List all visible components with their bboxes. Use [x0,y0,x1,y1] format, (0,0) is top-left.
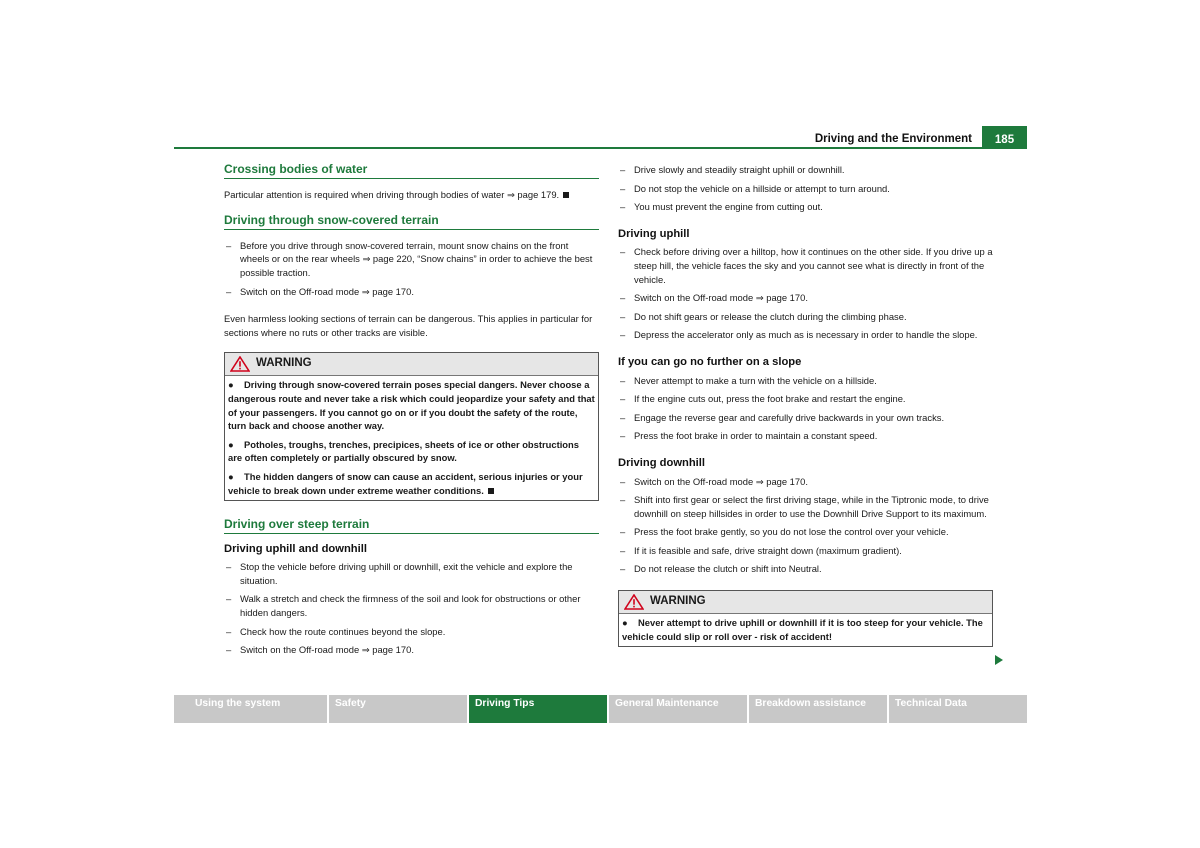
list-item: – Switch on the Off-road mode ⇒ page 170. [226,644,414,656]
next-page-arrow-icon [995,655,1003,665]
list-item-text: Before you drive through snow-covered terrain, mount snow chains on the front wheels or on the rear wheels ⇒ page 220, “Snow chains” in order to achieve the best possible traction. [240,239,593,278]
tab-driving-tips[interactable]: Driving Tips [469,695,607,723]
list-item-text: Engage the reverse gear and carefully drive backwards in your own tracks. [634,411,945,423]
crossing-water-paragraph [224,188,599,202]
list-item-text: Switch on the Off-road mode ⇒ page 170. [634,292,808,304]
list-item-text: Switch on the Off-road mode ⇒ page 170. [634,475,808,487]
subheading-uphill-downhill: Driving uphill and downhill [224,542,367,555]
list-item: – Engage the reverse gear and carefully drive backwards in your own tracks. [620,411,945,423]
warning-header [619,591,992,614]
end-of-section-icon [488,488,494,494]
list-item: – Press the foot brake gently, so you do not lose the control over your vehicle. [620,526,949,538]
list-item-text: You must prevent the engine from cutting out. [634,201,823,213]
list-item: – Never attempt to make a turn with the vehicle on a hillside. [620,374,877,386]
list-item-text: Check before driving over a hilltop, how it continues on the other side. If you drive up a steep hill, the vehicle faces the sky and you cannot see what is directly in front of the vehicle. [634,246,993,285]
list-item: – Press the foot brake in order to maintain a constant speed. [620,430,878,442]
list-item-text: Switch on the Off-road mode ⇒ page 170. [240,644,414,656]
list-item: – Stop the vehicle before driving uphill or downhill, exit the vehicle and explore the situation. [226,561,573,586]
end-of-section-icon [563,192,569,198]
warning-item-text: Driving through snow-covered terrain poses special dangers. Never choose a dangerous route and never take a risk which could jeopardize your safety and that of your passengers. If you cannot go on or if you doubt the safety of the route, turn back and choose another way. [228,379,595,432]
list-item: – If the engine cuts out, press the foot brake and restart the engine. [620,393,906,405]
list-item: – Drive slowly and steadily straight uphill or downhill. [620,164,845,175]
list-item: – Do not stop the vehicle on a hillside or attempt to turn around. [620,182,890,194]
list-item-text: Press the foot brake gently, so you do not lose the control over your vehicle. [634,526,949,538]
warning-item-text: The hidden dangers of snow can cause an accident, serious injuries or your vehicle to break down under extreme weather conditions. [228,470,583,496]
list-item: – Depress the accelerator only as much as is necessary in order to handle the slope. [620,329,978,341]
list-item: – Switch on the Off-road mode ⇒ page 170. [620,475,808,487]
warning-item-text: Potholes, troughs, trenches, precipices, sheets of ice or other obstructions are often completely or partially obscured by snow. [228,438,579,464]
section-title-snow-terrain: Driving through snow-covered terrain [224,214,599,230]
list-item-text: Drive slowly and steadily straight uphill or downhill. [634,164,845,175]
list-item: – You must prevent the engine from cutting out. [620,201,823,213]
right-column [618,163,993,655]
warning-box-snow [224,352,599,501]
tab-technical-data[interactable]: Technical Data [889,695,1027,723]
list-item-text: Do not stop the vehicle on a hillside or attempt to turn around. [634,182,890,194]
warning-title: WARNING [256,357,312,370]
list-item: – Shift into first gear or select the first driving stage, while in the Tiptronic mode, to drive downhill on steep hillsides in order to use the Downhill Drive Support to its maximum. [620,494,989,519]
header-rule [174,147,1027,149]
subheading-no-further: If you can go no further on a slope [618,355,802,368]
tab-general-maintenance[interactable]: General Maintenance [609,695,747,723]
warning-item: ● Never attempt to drive uphill or downhill if it is too steep for your vehicle. The vehicle could slip or roll over - risk of accident! [622,617,983,642]
warning-triangle-icon [624,594,644,610]
list-item: – Do not shift gears or release the clutch during the climbing phase. [620,310,907,322]
running-header-title: Driving and the Environment [814,133,972,145]
list-item-text: If the engine cuts out, press the foot brake and restart the engine. [634,393,906,405]
tab-safety[interactable]: Safety [329,695,467,723]
list-item-text: Depress the accelerator only as much as is necessary in order to handle the slope. [634,329,978,341]
subheading-driving-downhill: Driving downhill [618,456,706,469]
list-item: – Walk a stretch and check the firmness of the soil and look for obstructions or other hidden dangers. [226,593,581,619]
list-item-text: Walk a stretch and check the firmness of the soil and look for obstructions or other hidden dangers. [240,593,581,619]
list-item-text: If it is feasible and safe, drive straight down (maximum gradient). [634,544,902,556]
warning-header [225,353,598,376]
list-item: – Before you drive through snow-covered terrain, mount snow chains on the front wheels or on the rear wheels ⇒ page 220, “Snow chains” in order to achieve the best possible traction. [226,239,593,278]
list-item: – Check how the route continues beyond the slope. [226,625,446,637]
chapter-tabs [174,695,1027,723]
list-item-text: Check how the route continues beyond the slope. [240,625,446,637]
snow-terrain-paragraph: Even harmless looking sections of terrain can be dangerous. This applies in particular for sections where no ruts or other tracks are visible. [224,313,593,338]
warning-title: WARNING [650,595,706,608]
list-item-text: Switch on the Off-road mode ⇒ page 170. [240,285,414,297]
page-number: 185 [982,126,1027,149]
list-item: – Do not release the clutch or shift into Neutral. [620,563,822,575]
warning-item: ● Driving through snow-covered terrain poses special dangers. Never choose a dangerous route and never take a risk which could jeopardize your safety and that of your passengers. If you cannot go on or if you doubt the safety of the route, turn back and choose another way. [228,379,595,432]
list-item-text: Do not shift gears or release the clutch during the climbing phase. [634,310,907,322]
crossing-water-text: Particular attention is required when driving through bodies of water ⇒ page 179. [224,188,560,200]
left-column [224,163,599,662]
list-item-text: Press the foot brake in order to maintain a constant speed. [634,430,878,442]
warning-item: ● Potholes, troughs, trenches, precipices, sheets of ice or other obstructions are often completely or partially obscured by snow. [228,438,579,464]
subheading-driving-uphill: Driving uphill [618,227,690,240]
list-item: – Switch on the Off-road mode ⇒ page 170. [620,292,808,304]
list-item: – Check before driving over a hilltop, how it continues on the other side. If you drive up a steep hill, the vehicle faces the sky and you cannot see what is directly in front of the vehicle. [620,246,993,285]
list-item-text: Shift into first gear or select the first driving stage, while in the Tiptronic mode, to drive downhill on steep hillsides in order to use the Downhill Drive Support to its maximum. [634,494,989,519]
section-title-steep-terrain: Driving over steep terrain [224,518,599,534]
list-item-text: Do not release the clutch or shift into Neutral. [634,563,822,575]
section-title-crossing-water: Crossing bodies of water [224,163,599,179]
list-item: – Switch on the Off-road mode ⇒ page 170. [226,285,414,297]
warning-box-steep [618,590,993,647]
list-item-text: Stop the vehicle before driving uphill or downhill, exit the vehicle and explore the situation. [240,561,573,586]
warning-triangle-icon [230,356,250,372]
list-item-text: Never attempt to make a turn with the vehicle on a hillside. [634,374,877,386]
list-item: – If it is feasible and safe, drive straight down (maximum gradient). [620,544,902,556]
tab-breakdown-assistance[interactable]: Breakdown assistance [749,695,887,723]
warning-item: ● The hidden dangers of snow can cause an accident, serious injuries or your vehicle to break down under extreme weather conditions. [228,470,583,496]
tab-using-the-system[interactable]: Using the system [174,695,327,723]
warning-item-text: Never attempt to drive uphill or downhill if it is too steep for your vehicle. The vehicle could slip or roll over - risk of accident! [622,617,983,642]
